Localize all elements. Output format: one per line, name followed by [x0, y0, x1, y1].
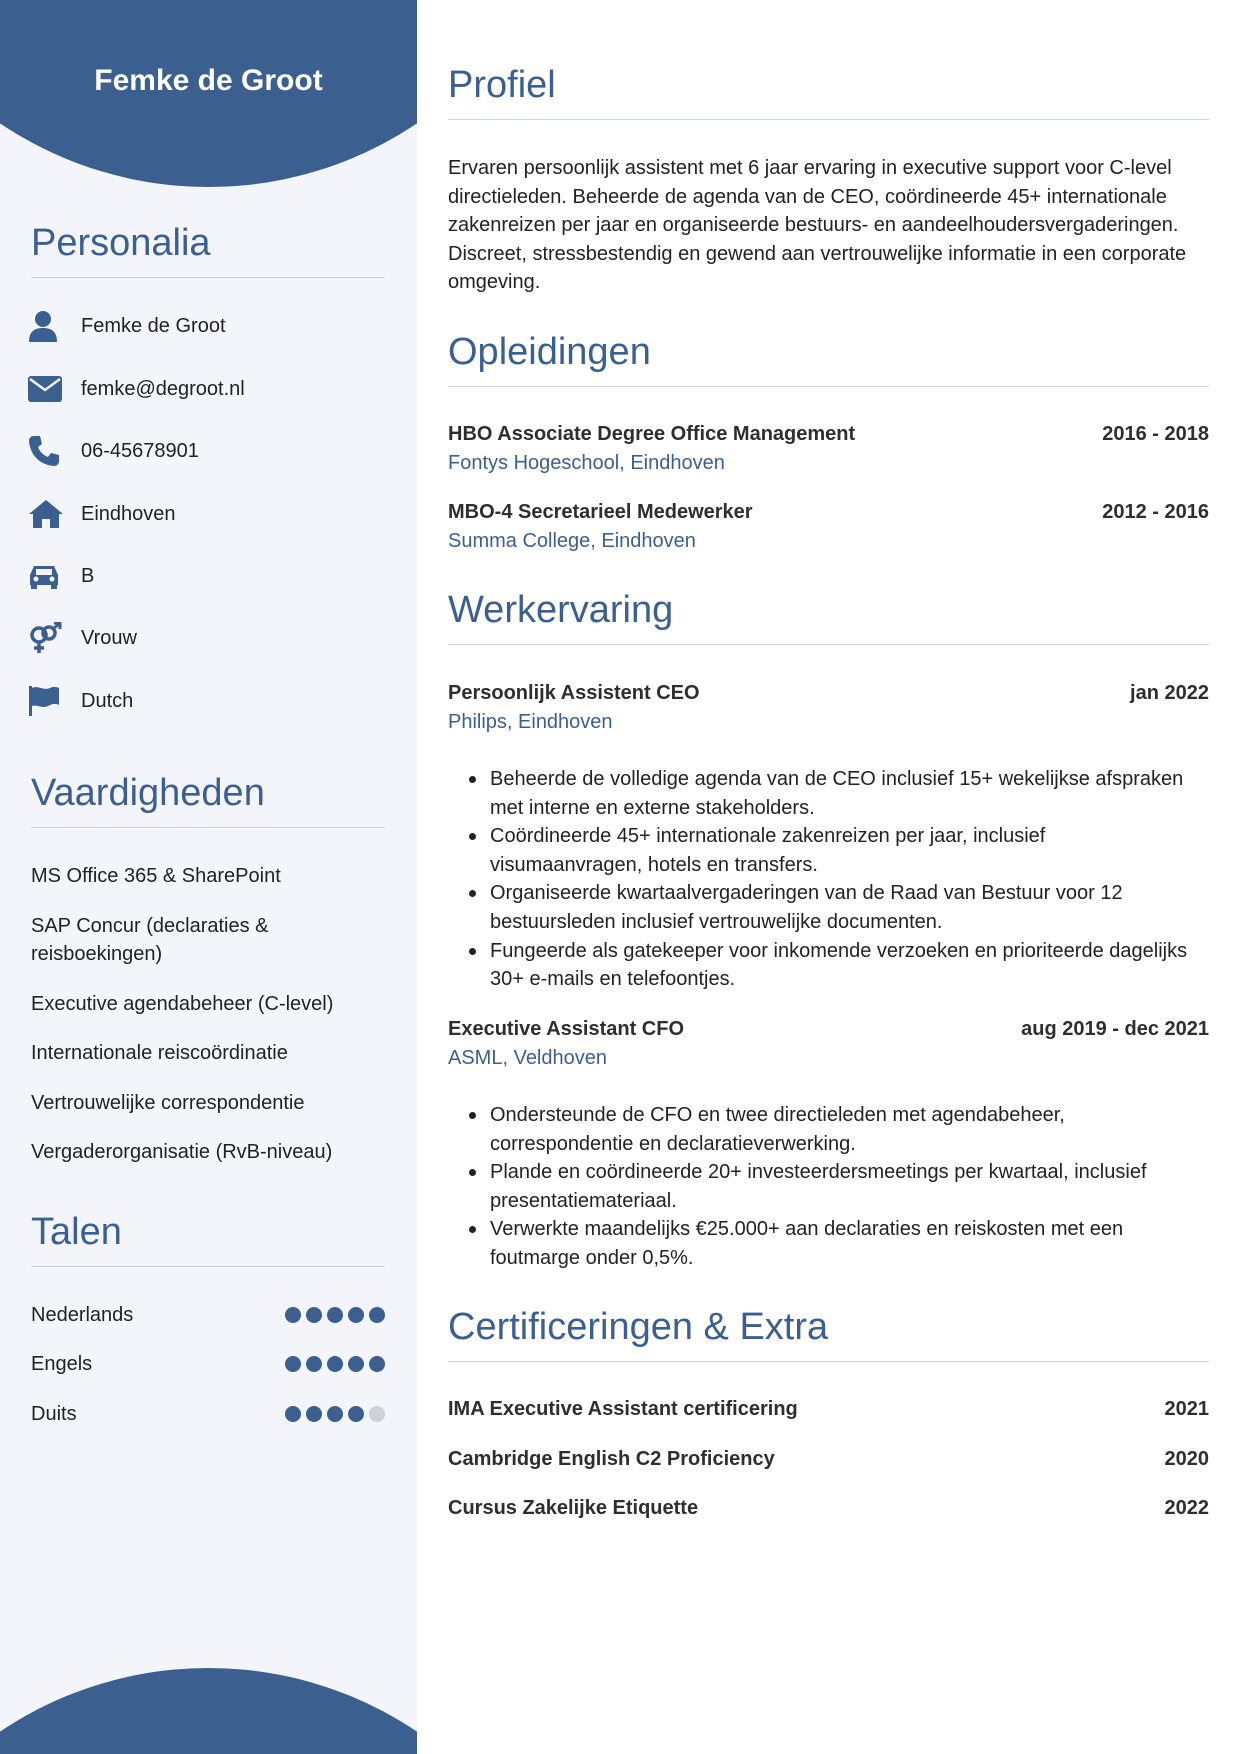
language-row: [31, 1350, 385, 1378]
education-institution: Fontys Hogeschool, Eindhoven: [448, 452, 725, 474]
education-period: 2012 - 2016: [1102, 501, 1209, 523]
contact-nationality-text: Dutch: [81, 689, 134, 712]
language-level-dots: [285, 1307, 385, 1323]
bullet-item: Verwerkte maandelijks €25.000+ aan declaraties en reiskosten met een foutmarge onder 0,5%.: [490, 1215, 1190, 1272]
language-name: Duits: [31, 1402, 77, 1425]
certification-title: IMA Executive Assistant certificering: [448, 1398, 798, 1420]
sidebar: [0, 0, 417, 1754]
skill-item: Vergaderorganisatie (RvB-niveau): [31, 1141, 333, 1163]
experience-heading: Werkervaring: [448, 589, 1209, 645]
job-bullets: [490, 765, 1190, 994]
contact-phone-text[interactable]: 06-45678901: [81, 439, 199, 462]
home-icon: [28, 496, 66, 532]
job-bullets: [490, 1101, 1190, 1273]
job-period: aug 2019 - dec 2021: [1021, 1018, 1209, 1040]
flag-icon: [28, 683, 66, 719]
language-name: Engels: [31, 1352, 93, 1375]
level-dot-filled: [285, 1307, 301, 1323]
bullet-item: Coördineerde 45+ internationale zakenreizen per jaar, inclusief visumaanvragen, hotels en transfers.: [490, 822, 1190, 879]
experience-entry: [448, 1018, 1209, 1041]
contact-email: [28, 371, 245, 407]
job-period: jan 2022: [1130, 682, 1209, 704]
certification-year: 2022: [1164, 1497, 1209, 1519]
language-row: [31, 1301, 385, 1329]
bullet-item: Organiseerde kwartaalvergaderingen van de Raad van Bestuur voor 12 bestuursleden inclusief vertrouwelijke documenten.: [490, 879, 1190, 936]
language-level-dots: [285, 1406, 385, 1422]
level-dot-filled: [327, 1406, 343, 1422]
profile-text: Ervaren persoonlijk assistent met 6 jaar ervaring in executive support voor C-level directieleden. Beheerde de agenda van de CEO, coördineerde 45+ internationale zakenreizen per jaar en organiseerde bestuurs- en aandeelhoudersvergaderingen. Discreet, stressbestendig en gewend aan vertrouwelijke informatie in een corporate omgeving.: [448, 157, 1187, 294]
job-title: Persoonlijk Assistent CEO: [448, 682, 700, 704]
certification-title: Cambridge English C2 Proficiency: [448, 1448, 775, 1470]
gender-icon: [28, 620, 66, 656]
contact-license-text: B: [81, 564, 95, 587]
candidate-name: Femke de Groot: [94, 64, 323, 97]
personalia-heading: Personalia: [31, 222, 385, 278]
languages-heading: Talen: [31, 1211, 385, 1267]
bullet-item: Plande en coördineerde 20+ investeerdersmeetings per kwartaal, inclusief presentatiemateriaal.: [490, 1158, 1190, 1215]
level-dot-filled: [327, 1307, 343, 1323]
level-dot-filled: [348, 1406, 364, 1422]
level-dot-empty: [369, 1406, 385, 1422]
contact-license: [28, 558, 94, 594]
contact-name: [28, 308, 226, 344]
level-dot-filled: [306, 1356, 322, 1372]
level-dot-filled: [285, 1356, 301, 1372]
certification-year: 2021: [1164, 1398, 1209, 1420]
education-heading: Opleidingen: [448, 331, 1209, 387]
level-dot-filled: [306, 1307, 322, 1323]
bullet-item: Beheerde de volledige agenda van de CEO inclusief 15+ wekelijkse afspraken met interne en externe stakeholders.: [490, 765, 1190, 822]
level-dot-filled: [369, 1307, 385, 1323]
contact-phone: [28, 433, 199, 469]
language-row: [31, 1400, 385, 1428]
education-title: HBO Associate Degree Office Management: [448, 423, 856, 445]
language-level-dots: [285, 1356, 385, 1372]
certifications-heading: Certificeringen & Extra: [448, 1306, 1209, 1362]
bullet-item: Ondersteunde de CFO en twee directieleden met agendabeheer, correspondentie en declaratieverwerking.: [490, 1101, 1190, 1158]
contact-gender-text: Vrouw: [81, 626, 137, 649]
certification-entry: [448, 1398, 1209, 1421]
level-dot-filled: [348, 1356, 364, 1372]
education-title: MBO-4 Secretarieel Medewerker: [448, 501, 753, 523]
education-period: 2016 - 2018: [1102, 423, 1209, 445]
phone-icon: [28, 433, 66, 469]
skill-item: Vertrouwelijke correspondentie: [31, 1092, 305, 1114]
skills-heading: Vaardigheden: [31, 772, 385, 828]
contact-name-text: Femke de Groot: [81, 314, 226, 337]
certification-entry: [448, 1497, 1209, 1520]
contact-email-text[interactable]: femke@degroot.nl: [81, 377, 245, 400]
skill-item: MS Office 365 & SharePoint: [31, 865, 281, 887]
level-dot-filled: [285, 1406, 301, 1422]
sidebar-footer-shape: [0, 1668, 417, 1754]
skill-item: Executive agendabeheer (C-level): [31, 993, 334, 1015]
car-icon: [28, 558, 66, 594]
bullet-item: Fungeerde als gatekeeper voor inkomende verzoeken en prioriteerde dagelijks 30+ e-mails en telefoontjes.: [490, 937, 1190, 994]
skill-item: Internationale reiscoördinatie: [31, 1042, 288, 1064]
job-company: Philips, Eindhoven: [448, 711, 613, 733]
level-dot-filled: [327, 1356, 343, 1372]
language-name: Nederlands: [31, 1303, 134, 1326]
education-entry: [448, 423, 1209, 446]
level-dot-filled: [369, 1356, 385, 1372]
job-title: Executive Assistant CFO: [448, 1018, 685, 1040]
education-entry: [448, 501, 1209, 524]
contact-gender: [28, 620, 137, 656]
contact-city: [28, 496, 176, 532]
profile-heading: Profiel: [448, 64, 1209, 120]
certification-year: 2020: [1164, 1448, 1209, 1470]
skill-item: SAP Concur (declaraties & reisboekingen): [31, 915, 269, 965]
envelope-icon: [28, 371, 66, 407]
education-institution: Summa College, Eindhoven: [448, 530, 696, 552]
contact-nationality: [28, 683, 133, 719]
certification-entry: [448, 1448, 1209, 1471]
job-company: ASML, Veldhoven: [448, 1047, 607, 1069]
person-icon: [28, 308, 66, 344]
certification-title: Cursus Zakelijke Etiquette: [448, 1497, 699, 1519]
contact-city-text: Eindhoven: [81, 502, 176, 525]
experience-entry: [448, 682, 1209, 705]
level-dot-filled: [348, 1307, 364, 1323]
level-dot-filled: [306, 1406, 322, 1422]
